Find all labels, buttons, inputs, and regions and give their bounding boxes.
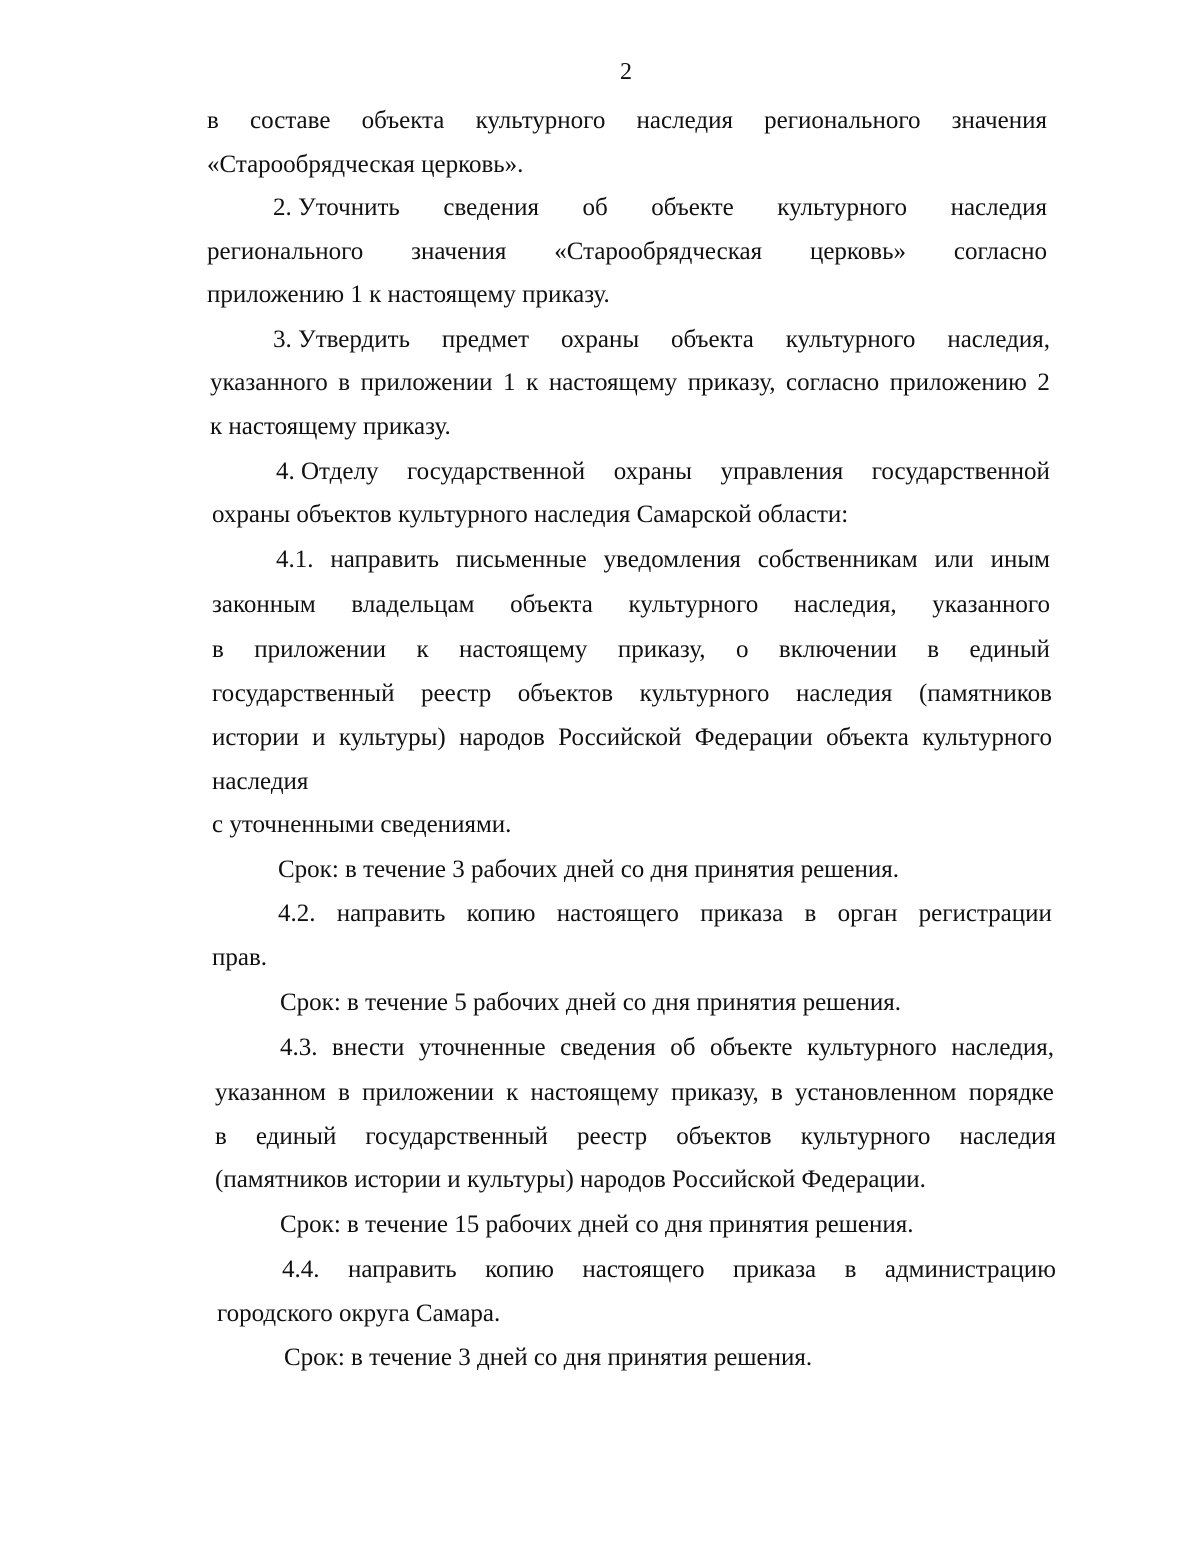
word: наследия, [947,326,1050,353]
word: к [416,636,429,663]
word: или [934,546,974,573]
word: «Старообрядческая [554,238,763,265]
text-line [212,679,1052,709]
word: в [215,1123,227,1150]
word: культуры) [338,724,446,751]
word: законным [212,591,316,618]
word: культурного [475,107,606,134]
word: собственникам [757,546,918,573]
word: государственной [871,458,1050,485]
word: управления [720,458,844,485]
word: согласно [953,238,1047,265]
text-line: Срок: в течение 15 рабочих дней со дня принятия решения. [280,1211,914,1238]
text-line [210,368,1050,398]
text-line: городского округа Самара. [217,1300,501,1327]
word: регистрации [918,900,1052,927]
text-line [273,325,1050,355]
word: 4.3. [280,1034,318,1061]
page-number: 2 [620,59,632,85]
word: культурного [800,1123,931,1150]
word: составе [250,107,331,134]
word: регионального [764,107,921,134]
word: администрацию [884,1256,1056,1283]
word: государственный [365,1123,548,1150]
word: наследия, [793,591,897,618]
word: наследия [795,680,893,707]
word: сведения [443,194,539,221]
word: в [338,369,351,396]
word: приложении [362,1079,494,1106]
word: реестр [577,1123,648,1150]
text-line [215,1122,1056,1152]
word: государственной [407,458,586,485]
word: наследия [636,107,733,134]
word: церковь» [809,238,907,265]
word: предмет [441,326,530,353]
word: государственный [212,680,395,707]
word: порядке [968,1079,1054,1106]
word: наследия [959,1123,1056,1150]
text-line: Срок: в течение 5 рабочих дней со дня принятия решения. [280,989,902,1016]
word: приложении [360,369,493,396]
word: культурного [922,724,1052,751]
word: настоящего [582,1256,705,1283]
word: истории [212,724,299,751]
word: Российской [558,724,682,751]
text-line [215,1078,1054,1108]
word: наследия, [951,1034,1054,1061]
word: указанного [210,369,328,396]
text-line [212,590,1050,620]
word: указанном [215,1079,326,1106]
word: владельцам [351,591,475,618]
word: в [212,636,224,663]
word: внести [332,1034,405,1061]
word: культурного [639,680,770,707]
text-line [207,106,1047,136]
word: копию [466,900,536,927]
word: значения [951,107,1047,134]
word: единый [255,1123,337,1150]
word: регионального [207,238,364,265]
word: настоящему [459,636,588,663]
word: настоящему [530,1079,659,1106]
word: о [735,636,749,663]
word: 4.1. [276,546,314,573]
text-line [212,723,1052,753]
text-line: (памятников истории и культуры) народов Российской Федерации. [215,1166,926,1193]
word: объекта [361,107,445,134]
word: единый [969,636,1050,663]
word: в [927,636,940,663]
word: иным [990,546,1050,573]
text-line: приложению 1 к настоящему приказу. [207,281,610,308]
word: приказа [700,900,784,927]
text-line: к настоящему приказу. [210,413,451,440]
text-line [207,237,1047,267]
word: культурного [807,1034,937,1061]
word: уведомления [603,546,741,573]
word: уточненные [418,1034,546,1061]
word: указанного [932,591,1050,618]
word: реестр [421,680,492,707]
word: объектов [676,1123,772,1150]
word: в [804,900,817,927]
text-line [282,1255,1056,1285]
word: в [844,1256,857,1283]
word: 4.2. [278,900,316,927]
text-line [212,635,1050,665]
word: 2. Уточнить [273,194,400,221]
word: настоящему [548,369,678,396]
word: об [670,1034,696,1061]
word: об [582,194,608,221]
word: приказу, [687,369,776,396]
word: приложению [889,369,1027,396]
word: сведения [560,1034,656,1061]
word: направить [336,900,446,927]
word: приказу, [671,1079,759,1106]
word: приказу, [617,636,706,663]
word: установленном [795,1079,957,1106]
word: значения [411,238,507,265]
word: включении [778,636,897,663]
word: к [506,1079,519,1106]
word: в [338,1079,350,1106]
text-line [280,1033,1054,1063]
word: охраны [560,326,640,353]
word: культурного [628,591,759,618]
text-line: «Старообрядческая церковь». [207,151,524,178]
word: к [526,369,539,396]
word: настоящего [556,900,679,927]
text-line: охраны объектов культурного наследия Самарской области: [212,501,849,528]
text-line [276,457,1050,487]
word: 1 [503,369,516,396]
word: письменные [455,546,587,573]
word: в [207,107,219,134]
text-line [278,899,1052,929]
word: объекта [510,591,593,618]
word: (памятников [918,680,1052,707]
text-line: с уточненными сведениями. [212,811,512,838]
text-line [276,545,1050,575]
word: объекта [671,326,754,353]
word: охраны [613,458,692,485]
word: объекта [826,724,909,751]
text-line: Срок: в течение 3 рабочих дней со дня принятия решения. [278,856,900,883]
word: культурного [785,326,916,353]
word: Федерации [694,724,813,751]
word: в [771,1079,783,1106]
word: согласно [786,369,880,396]
word: и [312,724,326,751]
word: направить [347,1256,457,1283]
word: приложении [254,636,387,663]
text-line: Срок: в течение 3 дней со дня принятия решения. [284,1344,813,1371]
text-line: наследия [212,768,309,795]
text-line [273,193,1047,223]
word: орган [837,900,898,927]
word: копию [485,1256,554,1283]
word: приказа [733,1256,817,1283]
word: объектов [517,680,614,707]
word: направить [330,546,439,573]
word: культурного [777,194,908,221]
word: 3. Утвердить [273,326,410,353]
word: объекте [651,194,734,221]
word: 4. Отделу [276,458,379,485]
word: народов [459,724,545,751]
word: 4.4. [282,1256,320,1283]
word: 2 [1037,369,1050,396]
text-line: прав. [212,944,268,971]
word: наследия [950,194,1047,221]
word: объекте [710,1034,793,1061]
